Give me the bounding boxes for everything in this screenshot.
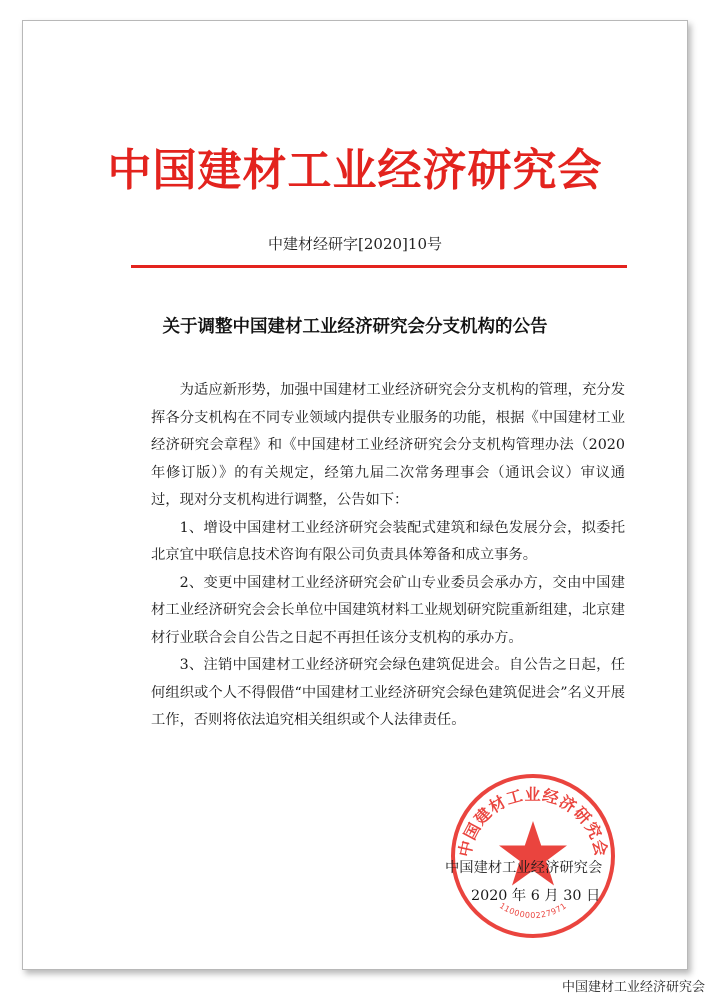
source-watermark: 中国建材工业经济研究会 xyxy=(561,980,705,995)
signature-org: 中国建材工业经济研究会 xyxy=(445,860,603,876)
notice-body xyxy=(151,377,625,735)
item-paragraph-2: 2、变更中国建材工业经济研究会矿山专业委员会承办方，交由中国建材工业经济研究会会长单位中国建筑材料工业规划研究院重新组建，北京建材行业联合会自公告之日起不再担任该分支机构的承办方。 xyxy=(151,574,625,646)
notice-title: 关于调整中国建材工业经济研究会分支机构的公告 xyxy=(162,317,548,337)
signature-date: 2020 年 6 月 30 日 xyxy=(471,888,601,904)
org-header-title: 中国建材工业经济研究会 xyxy=(107,145,603,196)
seal-serial: 1100000227971 xyxy=(497,901,569,921)
official-seal xyxy=(448,771,618,941)
seal-text: 中国建材工业经济研究会 xyxy=(455,785,611,859)
item-paragraph-3: 3、注销中国建材工业经济研究会绿色建筑促进会。自公告之日起，任何组织或个人不得假借“中国建材工业经济研究会绿色建筑促进会”名义开展工作，否则将依法追究相关组织或个人法律责任。 xyxy=(151,657,625,728)
red-divider xyxy=(131,265,627,268)
document-number: 中建材经研字[2020]10号 xyxy=(268,235,442,253)
intro-paragraph: 为适应新形势，加强中国建材工业经济研究会分支机构的管理，充分发挥各分支机构在不同专业领域内提供专业服务的功能，根据《中国建材工业经济研究会章程》和《中国建材工业经济研究会分支机构管理办法（2020年修订版）》的有关规定，经第九届二次常务理事会（通讯会议）审议通过，现对分支机构进行调整，公告如下： xyxy=(151,382,625,508)
item-paragraph-1: 1、增设中国建材工业经济研究会装配式建筑和绿色发展分会，拟委托北京宜中联信息技术咨询有限公司负责具体筹备和成立事务。 xyxy=(151,519,625,563)
document-page xyxy=(22,20,688,970)
